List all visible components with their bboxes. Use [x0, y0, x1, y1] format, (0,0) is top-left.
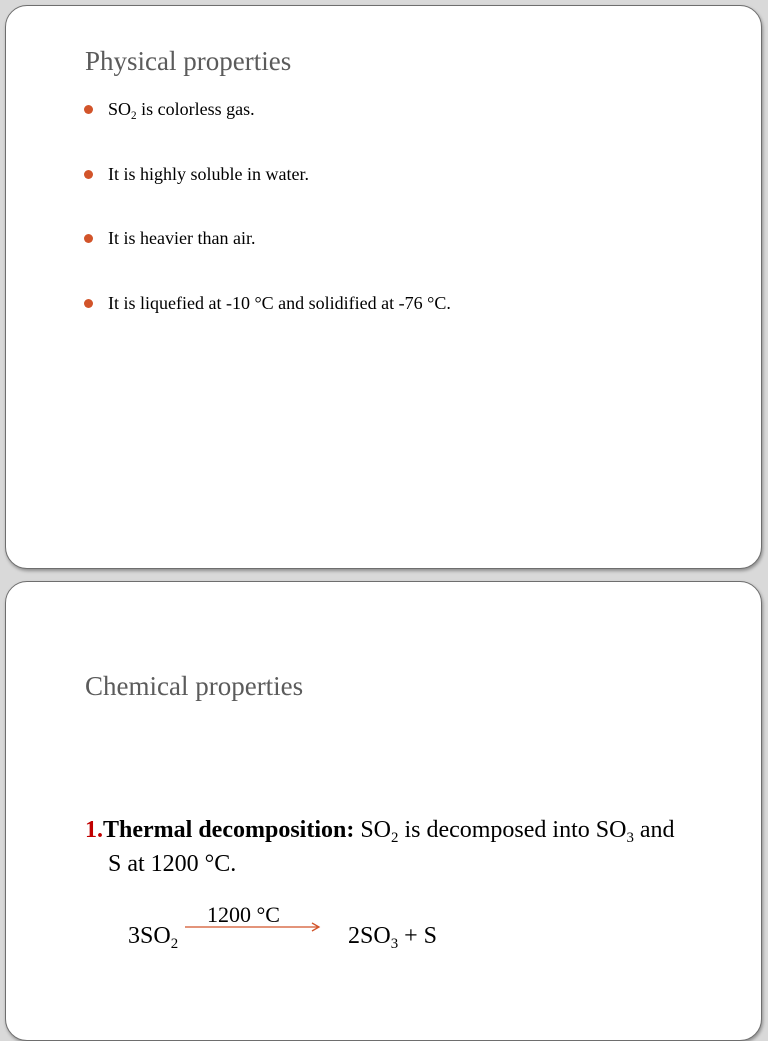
bullet-text: It is heavier than air. — [108, 228, 256, 248]
equation-condition: 1200 °C — [207, 902, 280, 927]
slide-title: Chemical properties — [85, 671, 304, 701]
slide-chemical-properties — [5, 581, 762, 1041]
bullet-text: It is highly soluble in water. — [108, 163, 309, 184]
bullet-dot-icon — [84, 299, 93, 308]
equation-reactant: $3SO_2$ — [128, 923, 179, 953]
item-number: 1. — [85, 817, 103, 843]
bullet-dot-icon — [84, 234, 93, 243]
equation-products: $2SO_3 + S$ — [348, 923, 438, 953]
bullet-dot-icon — [84, 170, 93, 179]
numbered-item — [85, 813, 735, 881]
slide-title: Physical properties — [85, 46, 292, 76]
item-heading: Thermal decomposition: — [103, 817, 355, 843]
item-line-1: 1.Thermal decomposition: $SO_2$ is decomposed into $SO_3$ and — [85, 817, 675, 847]
reaction-arrow-icon — [185, 922, 325, 932]
item-line-2: S at 1200 °C. — [108, 851, 237, 877]
bullet-dot-icon — [84, 105, 93, 114]
bullet-text: It is liquefied at -10 °C and solidified at -76 °C. — [108, 292, 451, 313]
bullet-text: $SO_2$ is colorless gas. — [108, 99, 255, 122]
slide-physical-properties — [5, 5, 762, 569]
